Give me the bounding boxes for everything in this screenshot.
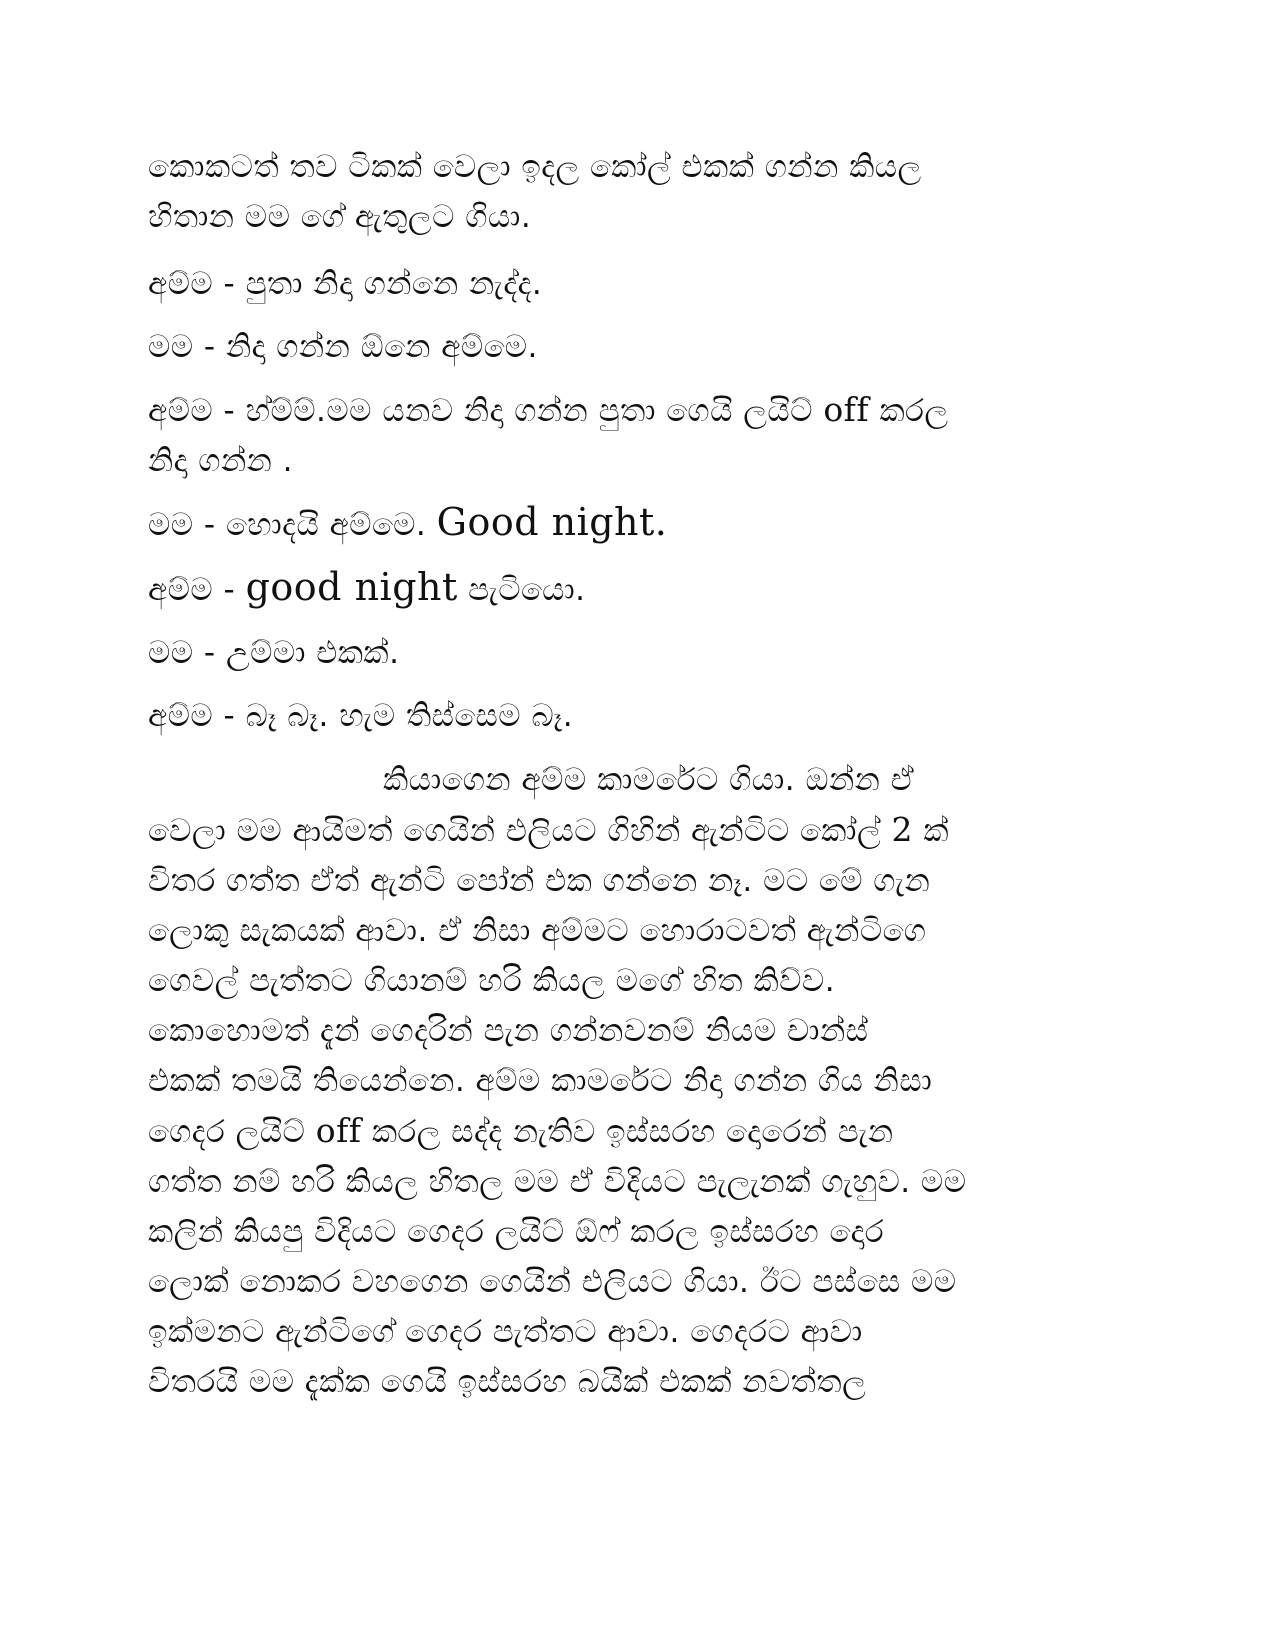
dialogue-line-6: [148, 628, 1128, 678]
text-segment: අම්ම -: [148, 572, 246, 608]
english-word: off: [315, 1111, 362, 1150]
text-line: කොහොමත් දැන් ගෙදරින් පැන ගන්නවනම් නියම චාන්ස්: [148, 1013, 869, 1049]
english-word: off: [823, 390, 870, 429]
text-line: අම්ම - බෑ බෑ. හැම තිස්සෙම බෑ.: [148, 698, 574, 734]
text-segment: ක්: [912, 813, 950, 849]
text-line: ගත්ත නම් හරි කියල හිතල මම ඒ විදියට පැලැනක් ගැහුව. මම: [148, 1164, 967, 1200]
text-line: කලින් කියපු විදියට ගෙදර ලයිට් ඕෆ් කරල ඉස්සරහ දොර: [148, 1214, 885, 1250]
text-line: මම - නිදා ගන්න ඕනෙ අම්මෙ.: [148, 329, 538, 365]
text-line: හිතාන මම ගේ ඇතුලට ගියා.: [148, 199, 532, 235]
dialogue-line-2: [148, 322, 1128, 372]
text-segment: ගෙදර ලයිට්: [148, 1114, 316, 1150]
paragraph-intro: [148, 142, 1128, 242]
text-line: ඉක්මනට ඇන්ටිගේ ගෙදර පැත්තට ආවා. ගෙදරට ආවා: [148, 1314, 863, 1350]
text-line: ලොකු සැකයක් ආවා. ඒ නිසා අම්මට හොරාටවත් ඇන්ටිගෙ: [148, 913, 927, 949]
text-line: ලොක් නොකර වහගෙන ගෙයින් එලියට ගියා. ඊට පස්සෙ මම: [148, 1264, 957, 1300]
paragraph-narration: [148, 755, 1128, 1407]
text-line: අම්ම - පුතා නිදා ගන්නෙ නැද්ද.: [148, 266, 543, 302]
number: 2: [891, 810, 913, 849]
text-line: [148, 562, 1128, 615]
text-line: විතරයි මම දැක්ක ගෙයි ඉස්සරහ බයික් එකක් නවත්තල: [148, 1364, 867, 1400]
dialogue-line-5: [148, 562, 1128, 615]
text-line: කොකටත් තව ටිකක් වෙලා ඉදල කෝල් එකක් ගන්න කියල: [148, 149, 922, 185]
text-line: එකක් තමයි තියෙන්නෙ. අම්ම කාමරේට නිදා ගන්න ගිය නිසා: [148, 1063, 933, 1099]
text-line: [148, 385, 1128, 436]
text-segment: මම - හොදයි අම්මෙ.: [148, 507, 437, 543]
text-segment: පැටියො.: [457, 572, 586, 608]
text-segment: කරල: [869, 393, 949, 429]
english-phrase: Good night.: [436, 500, 668, 544]
text-segment: වෙලා මම ආයිමත් ගෙයින් එලියට ගිහින් ඇන්ටිට කෝල්: [148, 813, 892, 849]
dialogue-line-7: [148, 691, 1128, 741]
text-line: මම - උම්මා එකක්.: [148, 635, 400, 671]
dialogue-line-1: [148, 259, 1128, 309]
text-line: ගෙවල් පැත්තට ගියානම් හරි කියල මගේ හිත කිව්ව.: [148, 963, 836, 999]
text-line: [148, 497, 1128, 550]
text-line: විතර ගත්ත ඒත් ඇන්ටි පෝන් එක ගන්නෙ නෑ. මට මේ ගැන: [148, 863, 931, 899]
text-segment: කරල සද්ද නැතිව ඉස්සරහ දොරෙන් පැන: [361, 1114, 894, 1150]
dialogue-line-4: [148, 497, 1128, 550]
text-line: කියාගෙන අම්ම කාමරේට ගියා. ඔන්න ඒ: [383, 762, 915, 798]
text-line: [148, 805, 1128, 856]
english-phrase: good night: [245, 565, 458, 609]
text-line: නිදා ගන්න .: [148, 443, 294, 479]
dialogue-line-3: [148, 385, 1128, 486]
text-line: [148, 1106, 1128, 1157]
text-segment: අම්ම - හ්ම්ම්.මම යනව නිදා ගන්න පුතා ගෙයි ලයිට්: [148, 393, 824, 429]
